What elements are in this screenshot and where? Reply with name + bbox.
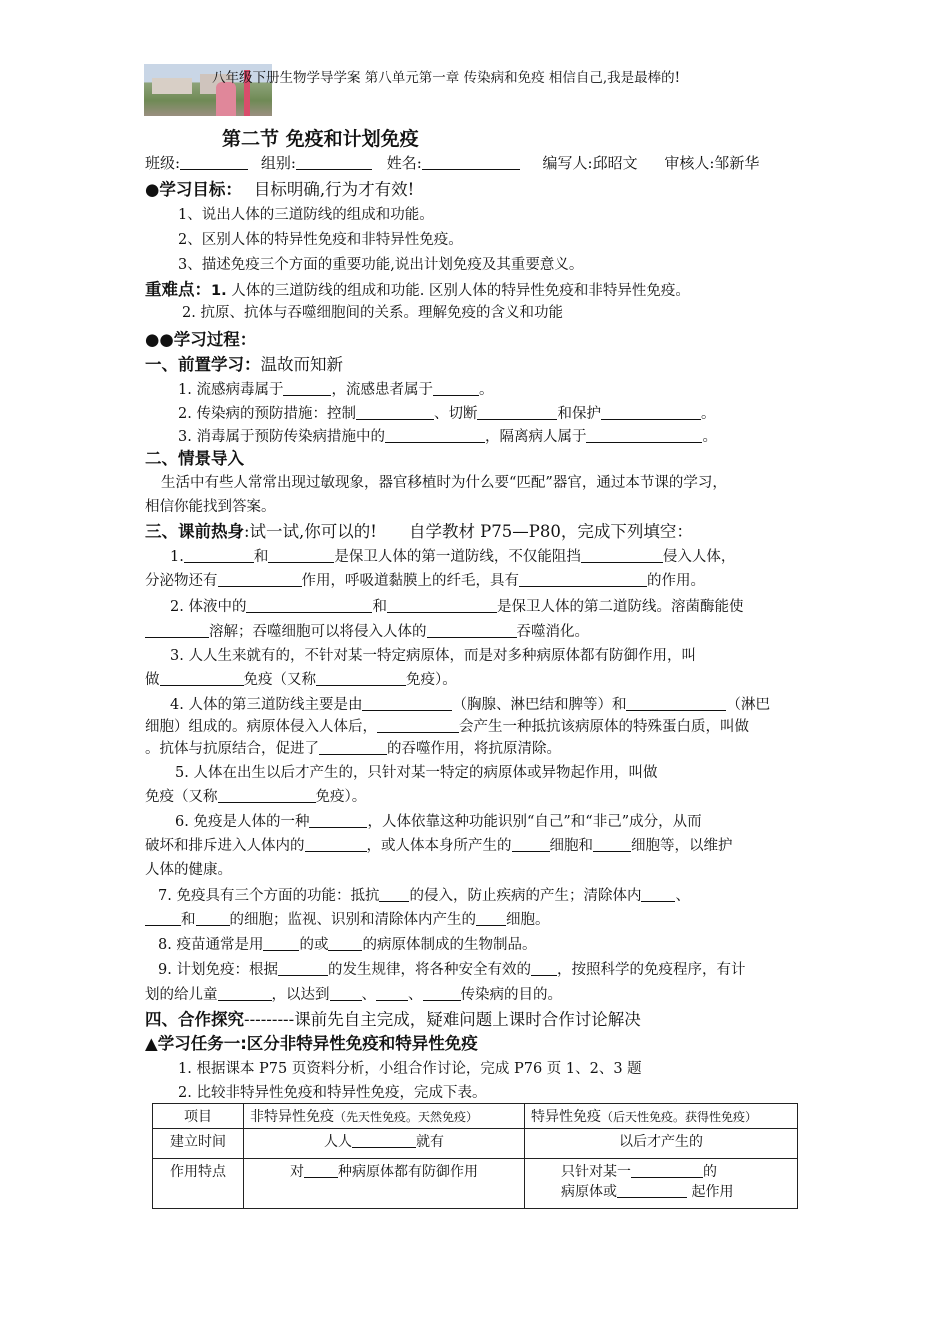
s3-item-3b: 做 免疫（又称 免疫）。 <box>145 672 457 688</box>
task-1-heading: ▲学习任务一:区分非特异性免疫和特异性免疫 <box>145 1034 478 1053</box>
key-points: 重难点：1. 人体的三道防线的组成和功能. 区别人体的特异性免疫和非特异性免疫。 <box>145 280 690 299</box>
goal-1: 1、说出人体的三道防线的组成和功能。 <box>178 207 434 223</box>
goal-2: 2、区别人体的特异性免疫和非特异性免疫。 <box>178 232 463 248</box>
s2-para-1: 生活中有些人常常出现过敏现象，器官移植时为什么要“匹配”器官，通过本节课的学习， <box>161 475 727 491</box>
info-row: 班级: 组别: 姓名: 编写人:邱昭文 审核人:邹新华 <box>145 154 760 172</box>
s3-item-3a: 3. 人人生来就有的，不针对某一特定病原体，而是对多种病原体都有防御作用，叫 <box>170 648 696 664</box>
table-header-row <box>153 1104 798 1129</box>
s3-item-7b: 和 的细胞；监视、识别和清除体内产生的 细胞。 <box>145 908 550 929</box>
s3-item-8: 8. 疫苗通常是用 的或 的病原体制成的生物制品。 <box>158 937 537 953</box>
s1-q3: 3. 消毒属于预防传染病措施中的 ，隔离病人属于 。 <box>178 429 717 445</box>
section-3-heading: 三、课前热身:试一试,你可以的! 自学教材 P75—P80，完成下列填空： <box>145 522 693 541</box>
table-header-cell: 非特异性免疫（先天性免疫。天然免疫） <box>244 1104 525 1129</box>
s3-item-6b: 破坏和排斥进入人体内的 ，或人体本身所产生的 细胞和 细胞等，以维护 <box>145 838 733 854</box>
s1-q1: 1. 流感病毒属于 ，流感患者属于 。 <box>178 382 494 398</box>
section-4-heading: 四、合作探究---------课前先自主完成，疑难问题上课时合作讨论解决 <box>145 1010 641 1029</box>
s3-item-5a: 5. 人体在出生以后才产生的，只针对某一特定的病原体或异物起作用，叫做 <box>175 765 658 781</box>
table-cell: 作用特点 <box>153 1159 244 1209</box>
section-2-heading: 二、情景导入 <box>145 449 244 468</box>
s3-item-9b: 划的给儿童 ，以达到 、 、 传染病的目的。 <box>145 987 562 1003</box>
s3-item-6c: 人体的健康。 <box>145 862 232 878</box>
s3-item-4b: 细胞）组成的。病原体侵入人体后， 会产生一种抵抗该病原体的特殊蛋白质，叫做 <box>145 719 749 735</box>
table-cell: 对 种病原体都有防御作用 <box>244 1159 525 1209</box>
table-cell: 只针对某一 的 病原体或 起作用 <box>525 1159 798 1209</box>
running-header: 八年级下册生物学导学案 第八单元第一章 传染病和免疫 相信自己,我是最棒的! <box>212 70 681 86</box>
s3-item-4a: 4. 人体的第三道防线主要是由 （胸腺、淋巴结和脾等）和 （淋巴 <box>170 697 770 713</box>
table-header-cell: 项目 <box>153 1104 244 1129</box>
table-cell: 人人 就有 <box>244 1129 525 1159</box>
table-cell: 以后才产生的 <box>525 1129 798 1159</box>
s1-q2: 2. 传染病的预防措施：控制 、切断 和保护 。 <box>178 406 716 422</box>
goal-3: 3、描述免疫三个方面的重要功能,说出计划免疫及其重要意义。 <box>178 257 584 273</box>
section-1-heading: 一、前置学习：温故而知新 <box>145 355 343 374</box>
table-row <box>153 1159 798 1209</box>
s3-item-1a: 1. 和 是保卫人体的第一道防线，不仅能阻挡 侵入人体， <box>170 549 736 565</box>
s3-item-4c: 。抗体与抗原结合，促进了 的吞噬作用，将抗原清除。 <box>145 741 561 757</box>
table-row <box>153 1129 798 1159</box>
comparison-table <box>152 1103 798 1209</box>
s3-item-2a: 2. 体液中的 和 是保卫人体的第二道防线。溶菌酶能使 <box>170 599 744 615</box>
goals-heading: ●学习目标： 目标明确,行为才有效! <box>145 180 415 199</box>
key-point-2: 2. 抗原、抗体与吞噬细胞间的关系。理解免疫的含义和功能 <box>182 305 563 321</box>
s3-item-6a: 6. 免疫是人体的一种 ，人体依靠这种功能识别“自己”和“非己”成分，从而 <box>175 814 702 830</box>
s3-item-2b: 溶解；吞噬细胞可以将侵入人体的 吞噬消化。 <box>145 620 589 641</box>
task-1-item-1: 1. 根据课本 P75 页资料分析，小组合作讨论，完成 P76 页 1、2、3 题 <box>178 1061 642 1077</box>
process-heading: ●●学习过程： <box>145 330 257 349</box>
task-1-item-2: 2. 比较非特异性免疫和特异性免疫，完成下表。 <box>178 1085 487 1101</box>
table-header-cell: 特异性免疫（后天性免疫。获得性免疫） <box>525 1104 798 1129</box>
s2-para-2: 相信你能找到答案。 <box>145 499 276 515</box>
s3-item-9a: 9. 计划免疫：根据 的发生规律，将各种安全有效的 ，按照科学的免疫程序，有计 <box>158 962 746 978</box>
page-title: 第二节 免疫和计划免疫 <box>222 128 419 150</box>
s3-item-1b: 分泌物还有 作用，呼吸道黏膜上的纤毛，具有 的作用。 <box>145 573 705 589</box>
s3-item-7a: 7. 免疫具有三个方面的功能：抵抗 的侵入，防止疾病的产生；清除体内 、 <box>158 888 690 904</box>
s3-item-5b: 免疫（又称 免疫）。 <box>145 789 367 805</box>
table-cell: 建立时间 <box>153 1129 244 1159</box>
